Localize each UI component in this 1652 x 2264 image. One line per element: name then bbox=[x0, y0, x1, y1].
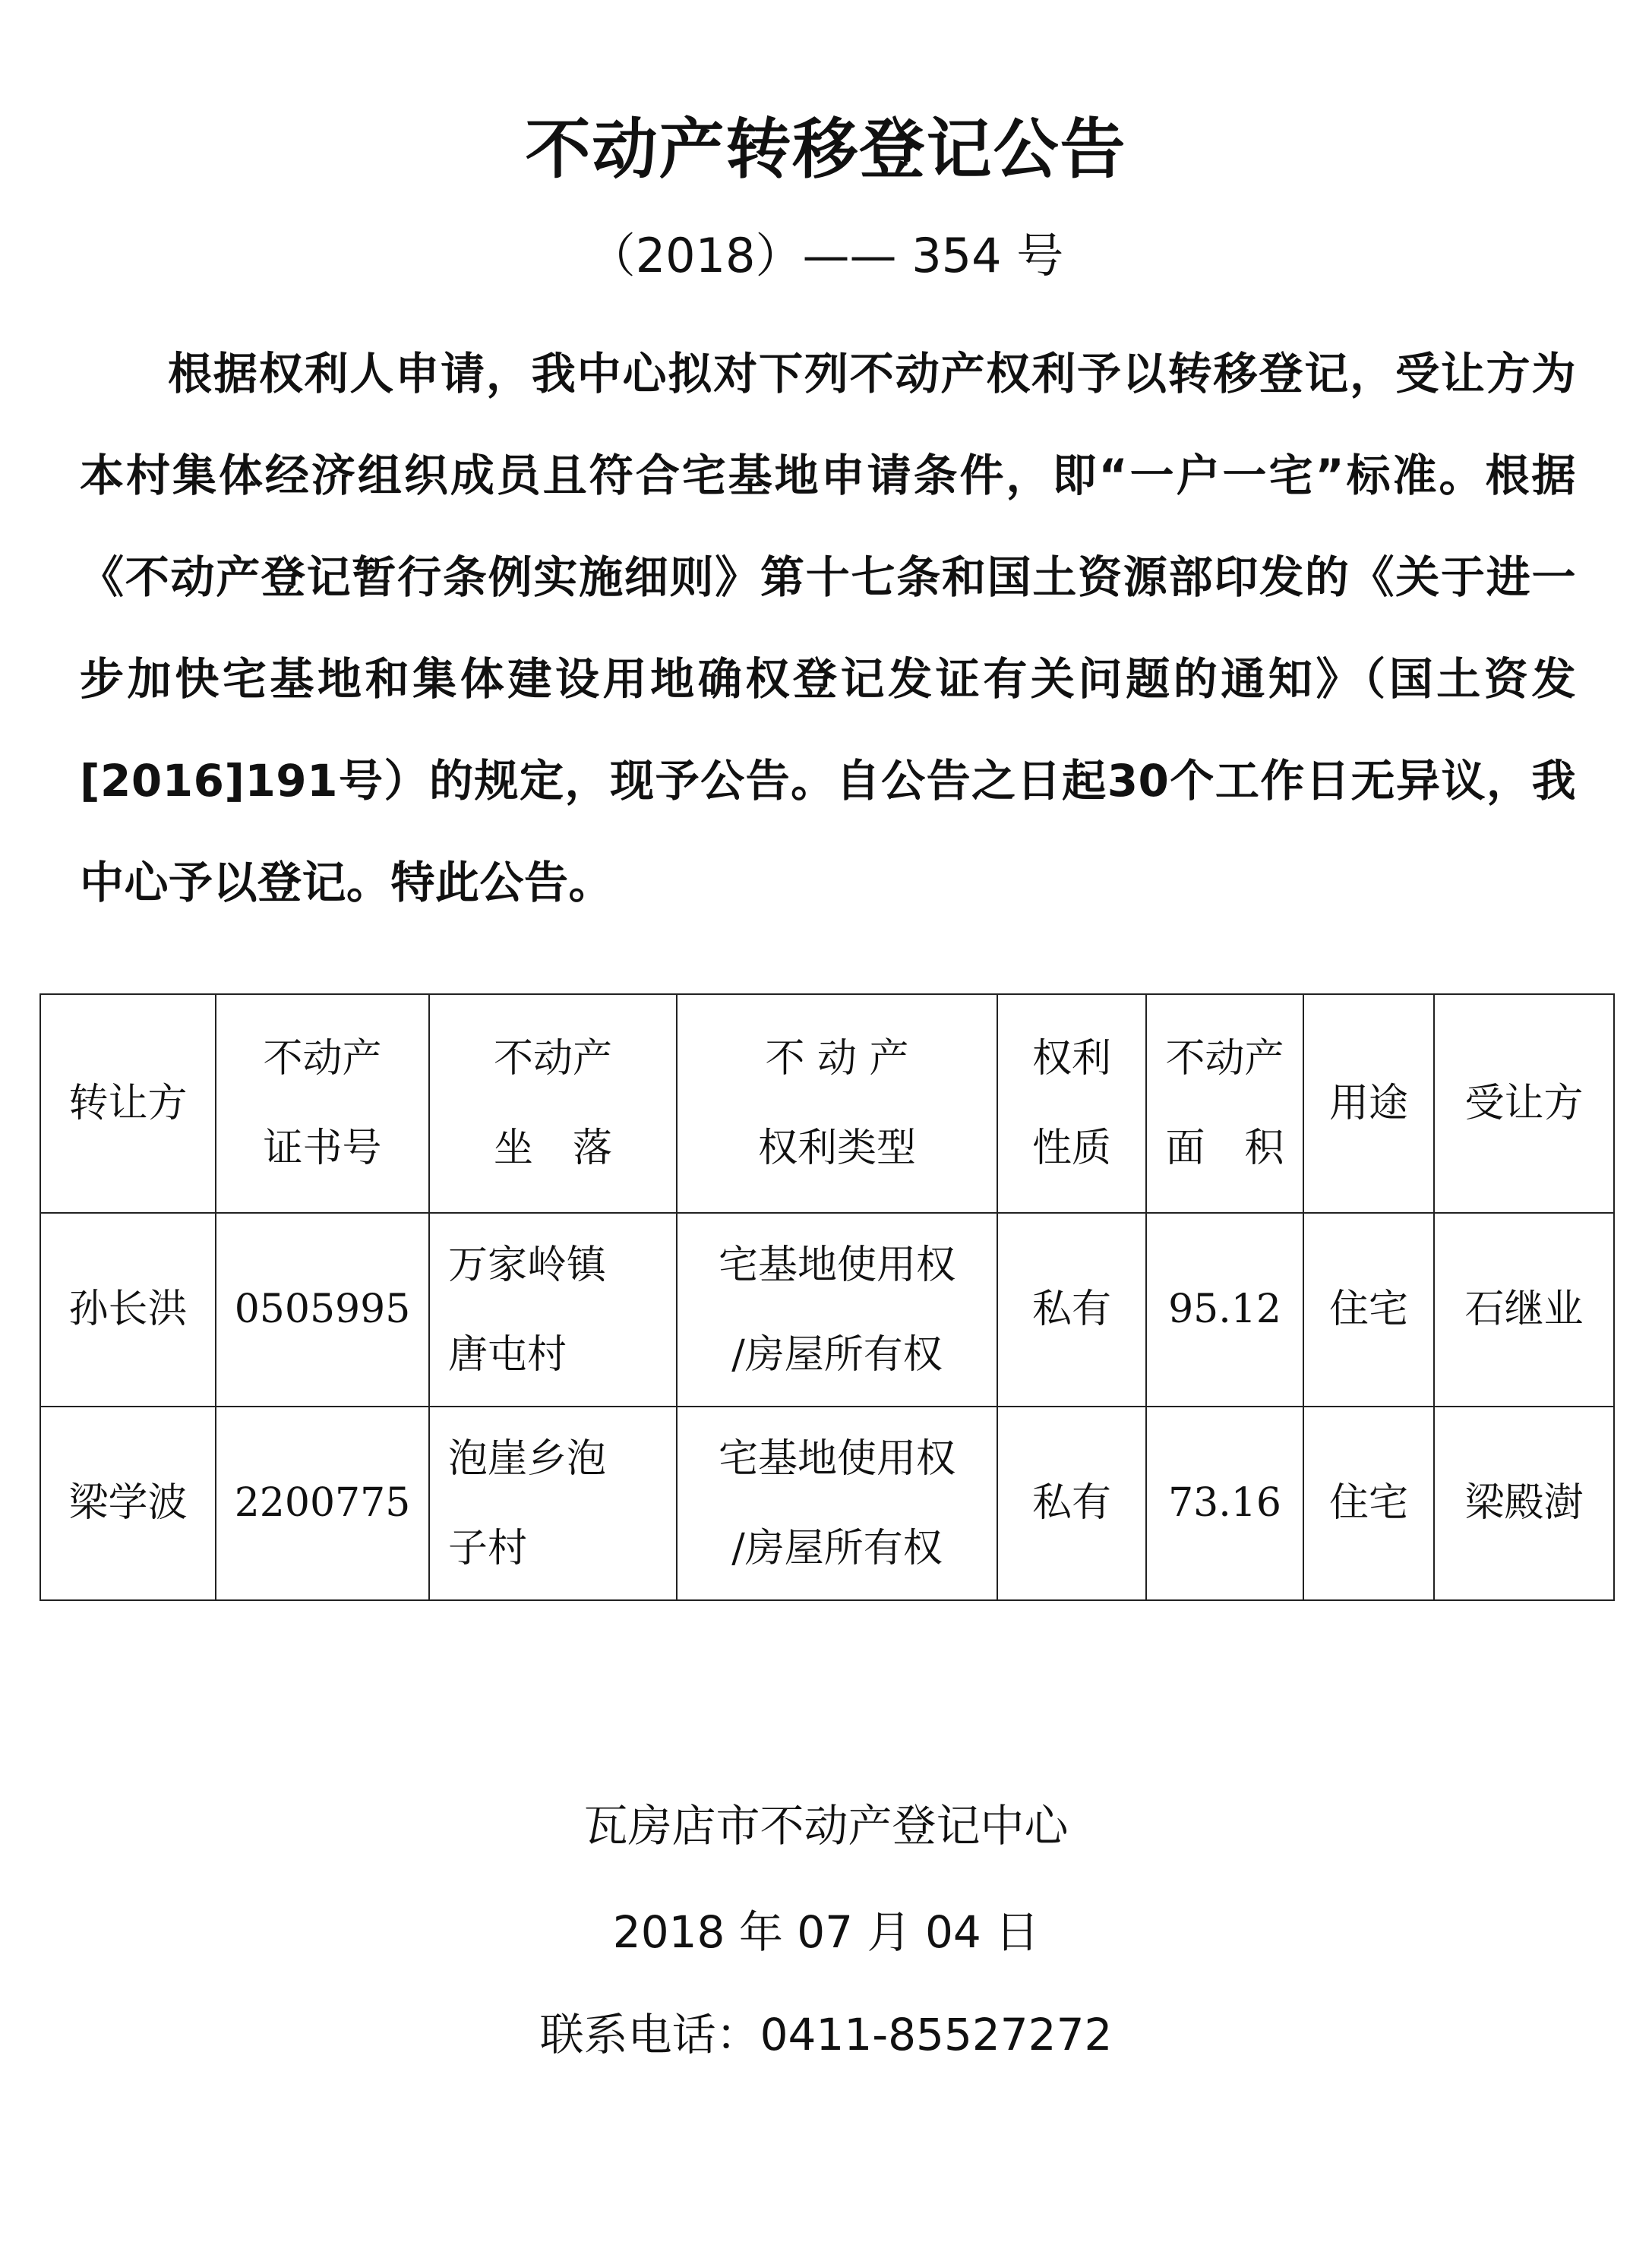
row-2-location: 泡崖乡泡 子村 bbox=[429, 1407, 677, 1600]
row-2-transferor: 梁学波 bbox=[40, 1407, 216, 1600]
row-1-transferee: 石继业 bbox=[1434, 1213, 1614, 1407]
announcement-date: 2018 年 07 月 04 日 bbox=[612, 1906, 1040, 1958]
row-1-right-nature: 私有 bbox=[997, 1213, 1146, 1407]
table-header-row bbox=[40, 994, 1614, 1213]
row-1-location: 万家岭镇 唐屯村 bbox=[429, 1213, 677, 1407]
row-1-right-type: 宅基地使用权 /房屋所有权 bbox=[677, 1213, 997, 1407]
row-2-transferee: 梁殿澍 bbox=[1434, 1407, 1614, 1600]
header-certificate-number: 不动产 证书号 bbox=[216, 994, 429, 1213]
table-row bbox=[40, 1213, 1614, 1407]
row-2-use: 住宅 bbox=[1303, 1407, 1434, 1600]
header-right-nature: 权利 性质 bbox=[997, 994, 1146, 1213]
row-1-transferor: 孙长洪 bbox=[40, 1213, 216, 1407]
contact-phone: 联系电话：0411-85527272 bbox=[539, 2009, 1113, 2060]
issuing-organization: 瓦房店市不动产登记中心 bbox=[583, 1800, 1069, 1852]
announcement-paragraph: 根据权利人申请，我中心拟对下列不动产权利予以转移登记，受让方为本村集体经济组织成员且符合宅基地申请条件，即“一户一宅”标准。根据《不动产登记暂行条例实施细则》第十七条和国土资源部印发的《关于进一步加快宅基地和集体建设用地确权登记发证有关问题的通知》（国土资发[2016]191号）的规定，现予公告。自公告之日起30个工作日无异议，我中心予以登记。特此公告。 bbox=[80, 348, 1576, 908]
row-2-right-type: 宅基地使用权 /房屋所有权 bbox=[677, 1407, 997, 1600]
property-transfer-table bbox=[39, 993, 1613, 1571]
row-2-certificate-number: 2200775 bbox=[216, 1407, 429, 1600]
document-number: （2018）—— 354 号 bbox=[588, 228, 1064, 283]
row-2-area: 73.16 bbox=[1146, 1407, 1303, 1600]
row-1-certificate-number: 0505995 bbox=[216, 1213, 429, 1407]
header-use: 用途 bbox=[1303, 994, 1434, 1213]
header-right-type: 不 动 产 权利类型 bbox=[677, 994, 997, 1213]
header-area: 不动产 面 积 bbox=[1146, 994, 1303, 1213]
header-transferee: 受让方 bbox=[1434, 994, 1614, 1213]
table-row bbox=[40, 1407, 1614, 1600]
row-1-area: 95.12 bbox=[1146, 1213, 1303, 1407]
row-1-use: 住宅 bbox=[1303, 1213, 1434, 1407]
header-location: 不动产 坐 落 bbox=[429, 994, 677, 1213]
header-transferor: 转让方 bbox=[40, 994, 216, 1213]
row-2-right-nature: 私有 bbox=[997, 1407, 1146, 1600]
page-title: 不动产转移登记公告 bbox=[525, 112, 1127, 188]
